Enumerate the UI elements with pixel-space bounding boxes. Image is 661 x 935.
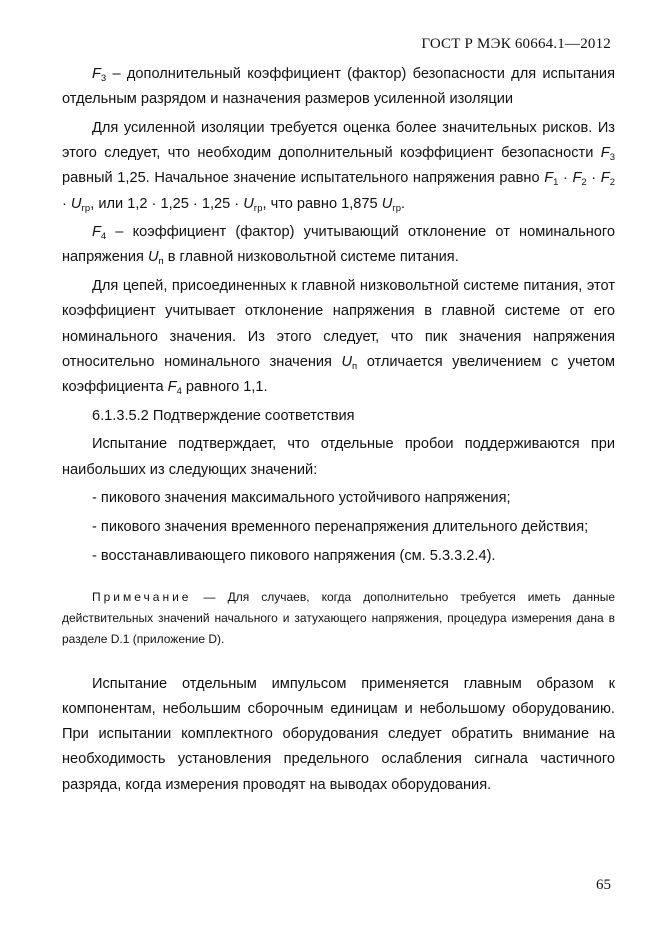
paragraph-text: Для усиленной изоляции требуется оценка более значительных рисков. Из этого следует, что необходим дополнительный коэффициент безопасности: [62, 119, 615, 162]
symbol-u: U: [243, 195, 254, 212]
subscript: гр: [81, 202, 91, 214]
note-label: Примечание: [92, 589, 192, 604]
paragraph-text: – дополнительный коэффициент (фактор) безопасности для испытания отдельным разрядом и назначения размеров усиленной изоляции: [62, 66, 615, 108]
subscript: п: [158, 256, 164, 268]
symbol-f3: F: [600, 145, 610, 162]
operator: ·: [586, 170, 601, 187]
note-text: — Для случаев, когда дополнительно требуется иметь данные действительных значений начального и затухающего напряжения, процедура измерения дана в разделе D.1 (приложение D).: [62, 589, 615, 646]
subscript: п: [352, 360, 358, 372]
paragraph-text: , что равно 1,875: [262, 195, 382, 212]
page-number: 65: [596, 877, 611, 893]
paragraph-f3: [62, 62, 615, 112]
operator: ·: [62, 195, 71, 212]
document-header: ГОСТ Р МЭК 60664.1—2012: [421, 36, 611, 52]
paragraph-text: равный 1,25. Начальное значение испытательного напряжения равно: [62, 170, 545, 187]
symbol-f2: F: [572, 170, 582, 187]
subscript: 4: [176, 385, 182, 397]
symbol-u: U: [381, 195, 393, 212]
subscript: 2: [581, 177, 587, 189]
note: [62, 587, 615, 650]
subscript: гр: [392, 202, 402, 214]
paragraph-test-confirms: Испытание подтверждает, что отдельные пробои поддерживаются при наибольших из следующих значений:: [62, 436, 615, 478]
symbol-f3: F: [92, 66, 101, 82]
symbol-f4: F: [167, 378, 177, 395]
subscript: гр: [253, 202, 263, 214]
paragraph-single-impulse: Испытание отдельным импульсом применяется главным образом к компонентам, небольшим сборочным единицам и небольшому оборудованию. При испытании комплектного оборудования следует обратить внимание на необходимость установления предельного ослабления сигнала частичного разряда, когда измерения проводят на выводах оборудования.: [62, 675, 615, 793]
subscript: 1: [553, 177, 559, 189]
subscript: 3: [100, 73, 107, 84]
subscript: 4: [100, 231, 107, 243]
paragraph-text: в главной низковольтной системе питания.: [163, 249, 459, 266]
paragraph-text: равного 1,1.: [181, 378, 268, 395]
list-item: - пикового значения временного перенапряжения длительного действия;: [92, 518, 589, 535]
list-item: - восстанавливающего пикового напряжения (см. 5.3.3.2.4).: [92, 547, 496, 564]
symbol-u: U: [147, 249, 159, 266]
paragraph-text: отличается увеличением с учетом коэффициента: [62, 353, 615, 395]
subscript: 2: [609, 177, 615, 189]
paragraph-text: – коэффициент (фактор) учитывающий отклонение от номинального напряжения: [62, 224, 615, 266]
symbol-u: U: [70, 195, 82, 212]
symbol-f1: F: [544, 170, 554, 187]
list-item: - пикового значения максимального устойчивого напряжения;: [92, 490, 511, 507]
paragraph-f4: [62, 220, 615, 270]
paragraph-circuits: [62, 274, 615, 400]
subscript: 3: [609, 152, 615, 164]
symbol-u: U: [341, 353, 353, 370]
paragraph-text: , или 1,2 · 1,25 · 1,25 ·: [90, 195, 244, 212]
paragraph-text: Для цепей, присоединенных к главной низковольтной системе питания, этот коэффициент учитывает отклонение напряжения в главной системе от его номинального значения. Из этого следует, что пик значения напряжения относительно номинального значения: [62, 278, 615, 370]
paragraph-text: .: [401, 195, 406, 212]
section-heading: 6.1.3.5.2 Подтверждение соответствия: [92, 407, 355, 424]
symbol-f4: F: [92, 224, 101, 241]
operator: ·: [558, 170, 573, 187]
symbol-f2: F: [600, 170, 610, 187]
paragraph-reinforced-insulation: [62, 116, 615, 217]
document-body: [62, 62, 615, 801]
